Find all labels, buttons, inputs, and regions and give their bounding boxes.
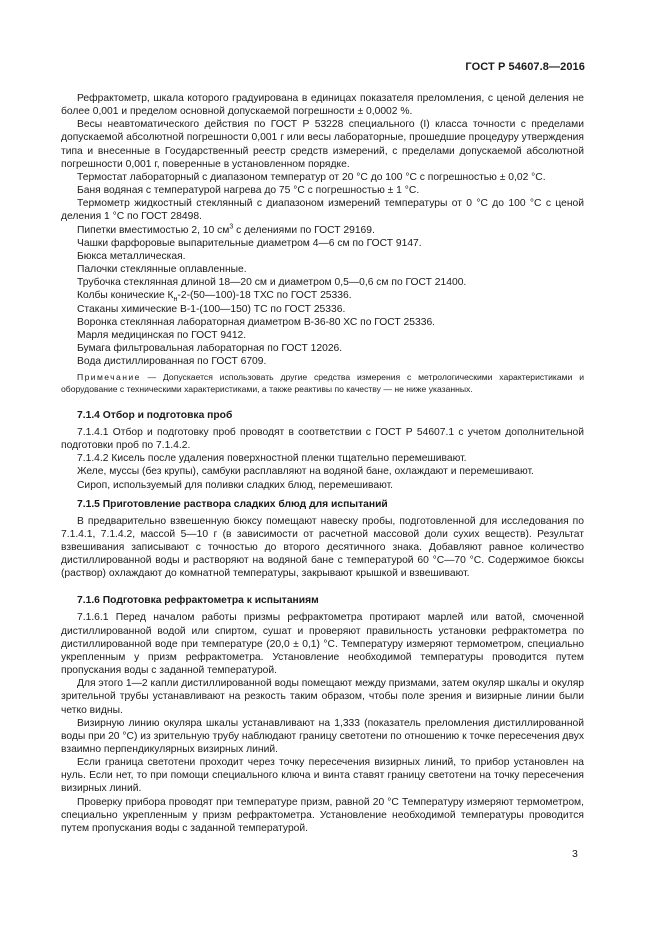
equipment-flasks: [61, 289, 584, 302]
section-7-1-4-2-syrup: Сироп, используемый для поливки сладких блюд, перемешивают.: [77, 479, 394, 491]
equipment-distilled-water: Вода дистиллированная по ГОСТ 6709.: [77, 356, 267, 368]
equipment-water-bath: Баня водяная с температурой нагрева до 75 °С с погрешностью ± 1 °С.: [77, 185, 420, 197]
page-number: 3: [572, 848, 578, 860]
section-7-1-6-boundary: Если граница светотени проходит через точку пересечения визирных линий, то прибор установлен на нуль. Если нет, то при помощи специального ключа и винта ставят границу светотени на точку пересечения визирных линий.: [61, 757, 584, 795]
section-7-1-4-1: 7.1.4.1 Отбор и подготовку проб проводят в соответствии с ГОСТ Р 54607.1 с учетом дополнительной подготовки проб по 7.1.4.2.: [61, 426, 584, 452]
section-7-1-5-title: 7.1.5 Приготовление раствора сладких блюд для испытаний: [77, 498, 388, 510]
section-7-1-5-text: В предварительно взвешенную бюксу помещают навеску пробы, подготовленной для исследования по 7.1.4.1, 7.1.4.2, массой 5—10 г (в зависимости от расчетной массовой доли сухих веществ). Результат взвешивания записывают с точностью до второго десятичного знака. Добавляют равное количество дистиллированной воды и растворяют на водяной бане с температурой 60 °С—70 °С. Содержимое бюксы (раствор) охлаждают до комнатной температуры, закрывают крышкой и взвешивают.: [61, 515, 584, 580]
equipment-funnel: Воронка стеклянная лабораторная диаметром В-36-80 ХС по ГОСТ 25336.: [77, 316, 436, 328]
section-7-1-6-title: 7.1.6 Подготовка рефрактометра к испытаниям: [77, 595, 319, 607]
section-7-1-4-2-jelly: Желе, муссы (без крупы), самбуки расплавляют на водяной бане, охлаждают и перемешивают.: [77, 466, 534, 478]
equipment-thermostat: Термостат лабораторный с диапазоном температур от 20 °С до 100 °С с погрешностью ± 0,02 °С.: [77, 171, 546, 183]
equipment-glass-rods: Палочки стеклянные оплавленные.: [77, 264, 247, 276]
flasks-text-after: -2-(50—100)-18 ТХС по ГОСТ 25336.: [177, 290, 352, 302]
note-paragraph: [61, 372, 584, 395]
page-content: [61, 92, 584, 835]
equipment-beakers: Стаканы химические В-1-(100—150) ТС по ГОСТ 25336.: [77, 303, 346, 315]
equipment-weighing-bottle: Бюкса металлическая.: [77, 250, 186, 262]
equipment-gauze: Марля медицинская по ГОСТ 9412.: [77, 329, 247, 341]
section-7-1-6-drops: Для этого 1—2 капли дистиллированной воды помещают между призмами, затем окуляр шкалы и окуляр зрительной трубы устанавливают на резкость таким образом, чтобы поле зрения и визирные линии были четко видны.: [61, 678, 584, 716]
pipettes-text-after: с делениями по ГОСТ 29169.: [233, 224, 375, 236]
note-label: Примечание: [77, 372, 141, 383]
standard-header: ГОСТ Р 54607.8—2016: [465, 61, 585, 73]
equipment-filter-paper: Бумага фильтровальная лабораторная по ГОСТ 12026.: [77, 342, 343, 354]
equipment-scales: Весы неавтоматического действия по ГОСТ Р 53228 специального (I) класса точности с пределами допускаемой абсолютной погрешности 0,001 г или весы лабораторные, прошедшие процедуру утверждения типа и внесенные в Государственный реестр средств измерений, с пределами допускаемой абсолютной погрешности 0,001 г, поверенные в установленном порядке.: [61, 119, 584, 170]
equipment-pipettes: [61, 224, 584, 237]
equipment-thermometer: Термометр жидкостный стеклянный с диапазоном измерений температуры от 0 °С до 100 °С с ценой деления 1 °С по ГОСТ 28498.: [61, 198, 584, 223]
equipment-refractometer: Рефрактометр, шкала которого градуирована в единицах показателя преломления, с ценой деления не более 0,001 и пределом основной допускаемой погрешности ± 0,0002 %.: [61, 93, 584, 118]
pipettes-superscript: 3: [229, 223, 234, 231]
flasks-text: Колбы конические К: [77, 290, 174, 302]
section-7-1-4-2: 7.1.4.2 Кисель после удаления поверхностной пленки тщательно перемешивают.: [77, 453, 467, 465]
flasks-subscript: н: [173, 296, 178, 304]
section-7-1-6-1: 7.1.6.1 Перед началом работы призмы рефрактометра протирают марлей или ватой, смоченной дистиллированной водой или спиртом, сушат и проверяют правильность установки рефрактометра по дистиллированной воде при температуре (20,0 ± 0,1) °С. Температуру измеряют термометром, специально укрепленным у призм рефрактометра. Установление необходимой температуры проводится путем пропускания воды с заданной температурой.: [61, 612, 584, 677]
section-7-1-6-sight-line: Визирную линию окуляра шкалы устанавливают на 1,333 (показатель преломления дистиллированной воды при 20 °С) из зрительную трубу наблюдают границу светотени по отношению к точке пересечения двух взаимно перпендикулярных визирных линий.: [61, 717, 584, 755]
note-text: — Допускается использовать другие средства измерения с метрологическими характеристиками и оборудование с техническими характеристиками, а также реактивы по качеству — не ниже указанных.: [61, 372, 584, 394]
section-7-1-6-check: Проверку прибора проводят при температуре призм, равной 20 °С Температуру измеряют термометром, специально укрепленным у призм рефрактометра. Установление необходимой температуры проводится путем пропускания воды с заданной температурой.: [61, 796, 584, 834]
equipment-dishes: Чашки фарфоровые выпарительные диаметром 4—6 см по ГОСТ 9147.: [77, 237, 422, 249]
section-7-1-4-title: 7.1.4 Отбор и подготовка проб: [77, 409, 233, 421]
equipment-glass-tube: Трубочка стеклянная длиной 18—20 см и диаметром 0,5—0,6 см по ГОСТ 21400.: [77, 277, 467, 289]
pipettes-text: Пипетки вместимостью 2, 10 см: [77, 224, 230, 236]
